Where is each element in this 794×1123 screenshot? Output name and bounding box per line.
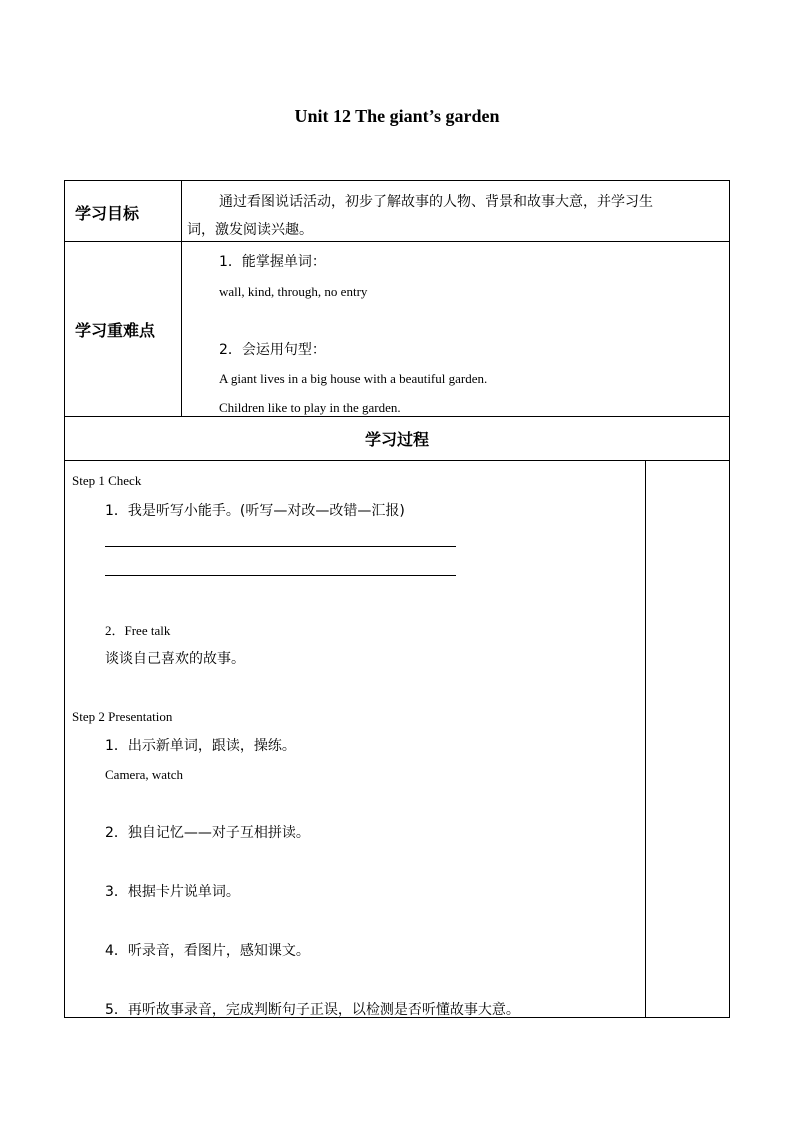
- key-point-2-sentence-1: A giant lives in a big house with a beautiful garden.: [219, 371, 488, 386]
- step2-item-1: 1．出示新单词，跟读，操练。: [105, 738, 296, 754]
- key-point-2-title: 2．会运用句型：: [219, 342, 326, 358]
- notes-column-divider: [645, 460, 646, 1017]
- key-point-1-words: wall, kind, through, no entry: [219, 284, 368, 299]
- step1-item-1: 1．我是听写小能手。(听写—对改—改错—汇报): [105, 503, 405, 519]
- step1-title: Step 1 Check: [72, 473, 142, 488]
- step2-title: Step 2 Presentation: [72, 709, 173, 724]
- process-heading: 学习过程: [364, 430, 429, 449]
- objectives-line-1: 通过看图说话活动，初步了解故事的人物、背景和故事大意，并学习生: [219, 194, 653, 210]
- row-divider: [65, 416, 729, 417]
- row-divider: [65, 460, 729, 461]
- step2-item-3: 3．根据卡片说单词。: [105, 884, 240, 900]
- page-title: Unit 12 The giant’s garden: [294, 106, 500, 126]
- objectives-label: 学习目标: [75, 204, 140, 223]
- objectives-line-2: 词，激发阅读兴趣。: [187, 222, 313, 238]
- step2-item-5: 5．再听故事录音，完成判断句子正误，以检测是否听懂故事大意。: [105, 1002, 520, 1018]
- answer-blank-line: [105, 575, 456, 576]
- row-divider: [65, 241, 729, 242]
- step2-item-4: 4．听录音，看图片，感知课文。: [105, 943, 310, 959]
- lesson-table: [64, 180, 730, 1018]
- step1-item-2: 2．Free talk: [105, 623, 171, 638]
- answer-blank-line: [105, 546, 456, 547]
- step2-item-1-sub: Camera, watch: [105, 767, 183, 782]
- step1-item-2-sub: 谈谈自己喜欢的故事。: [105, 651, 245, 667]
- column-divider: [181, 181, 182, 417]
- key-point-1-title: 1．能掌握单词：: [219, 254, 326, 270]
- key-point-2-sentence-2: Children like to play in the garden.: [219, 400, 401, 415]
- key-points-label: 学习重难点: [75, 321, 156, 340]
- step2-item-2: 2．独自记忆——对子互相拼读。: [105, 825, 310, 841]
